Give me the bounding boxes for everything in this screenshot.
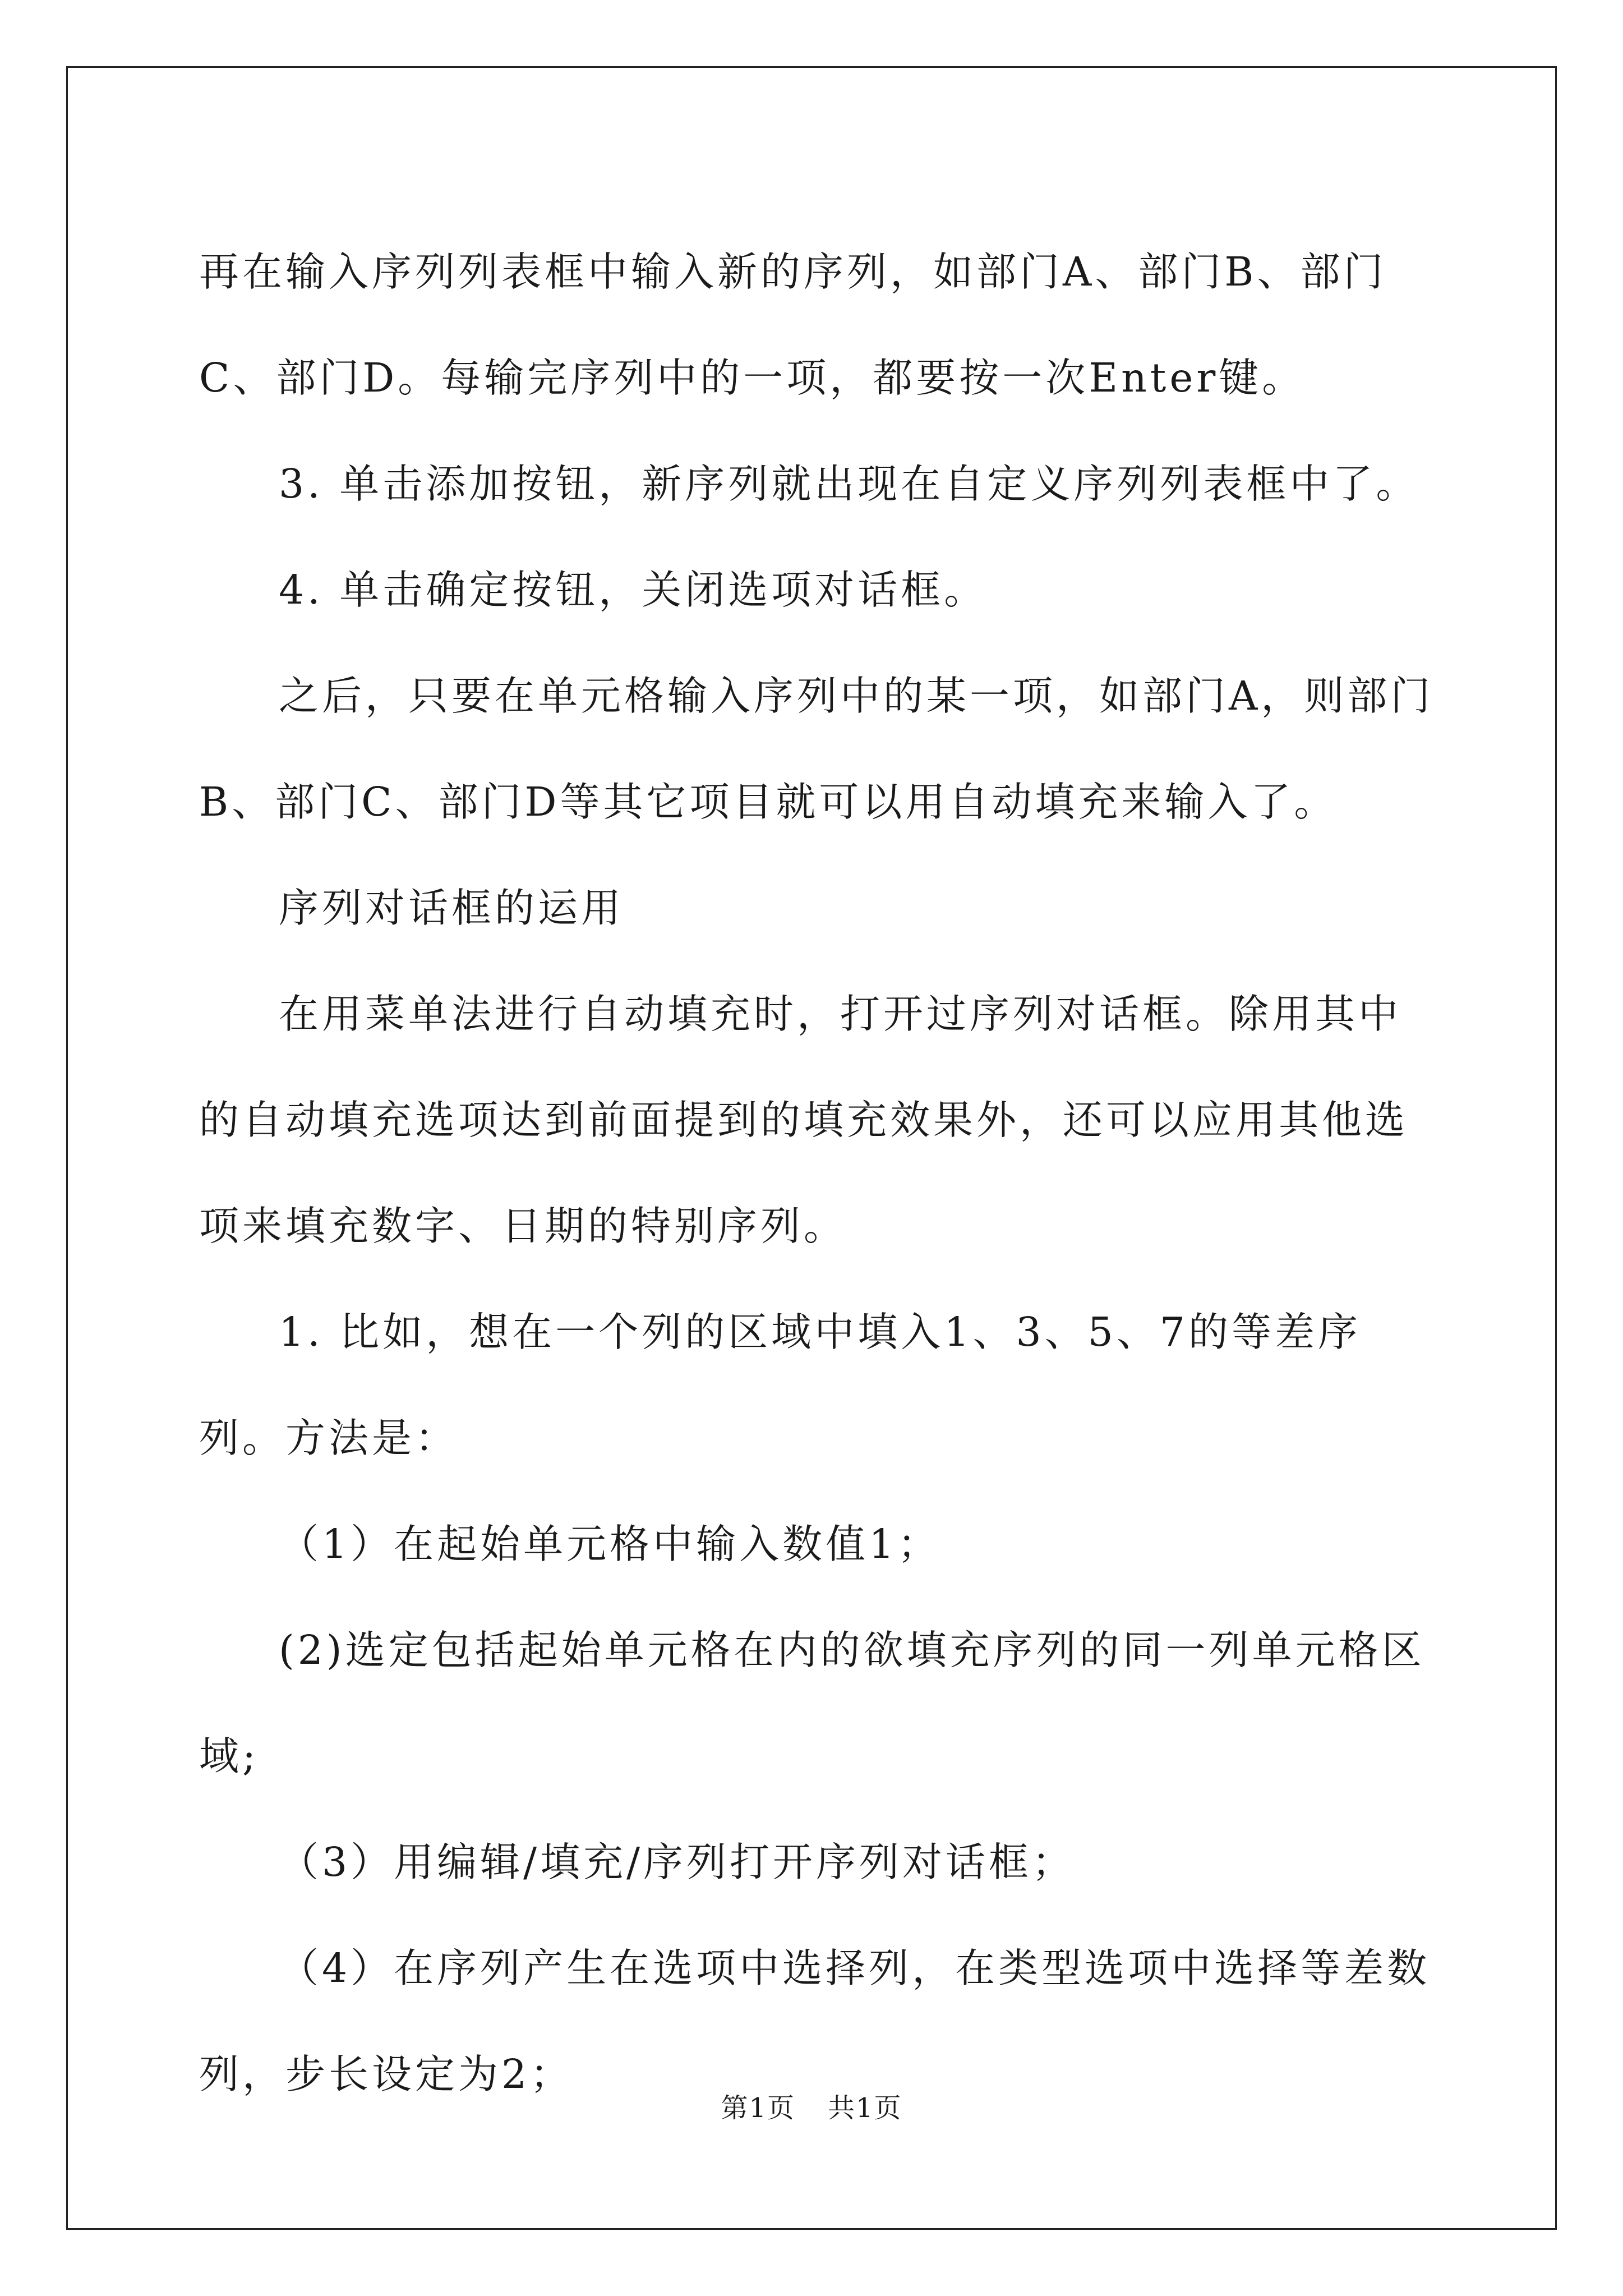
paragraph: 4. 单击确定按钮，关闭选项对话框。	[279, 567, 988, 613]
paragraph: 1. 比如，想在一个列的区域中填入1、3、5、7的等差序列。方法是：	[199, 1309, 1362, 1461]
page-number: 第1页	[721, 2092, 795, 2124]
paragraph: 再在输入序列列表框中输入新的序列，如部门A、部门B、部门C、部门D。每输完序列中的一项，都要按一次Enter键。	[199, 249, 1387, 401]
page-count: 共1页	[828, 2092, 902, 2124]
paragraph: 3. 单击添加按钮，新序列就出现在自定义序列列表框中了。	[279, 461, 1419, 507]
list-item: （1）在起始单元格中输入数值1；	[279, 1521, 941, 1567]
paragraph: 在用菜单法进行自动填充时，打开过序列对话框。除用其中的自动填充选项达到前面提到的填充效果外，还可以应用其他选项来填充数字、日期的特别序列。	[199, 991, 1409, 1249]
list-item: (2)选定包括起始单元格在内的欲填充序列的同一列单元格区域;	[199, 1627, 1425, 1779]
list-item: （3）用编辑/填充/序列打开序列对话框；	[279, 1839, 1076, 1885]
paragraph: 之后，只要在单元格输入序列中的某一项，如部门A，则部门B、部门C、部门D等其它项目就可以用自动填充来输入了。	[199, 673, 1434, 825]
section-heading: 序列对话框的运用	[279, 885, 625, 931]
page-footer	[0, 2091, 1623, 2125]
document-body	[199, 219, 1438, 2127]
list-item: （4）在序列产生在选项中选择列，在类型选项中选择等差数列，步长设定为2；	[199, 1945, 1431, 2097]
